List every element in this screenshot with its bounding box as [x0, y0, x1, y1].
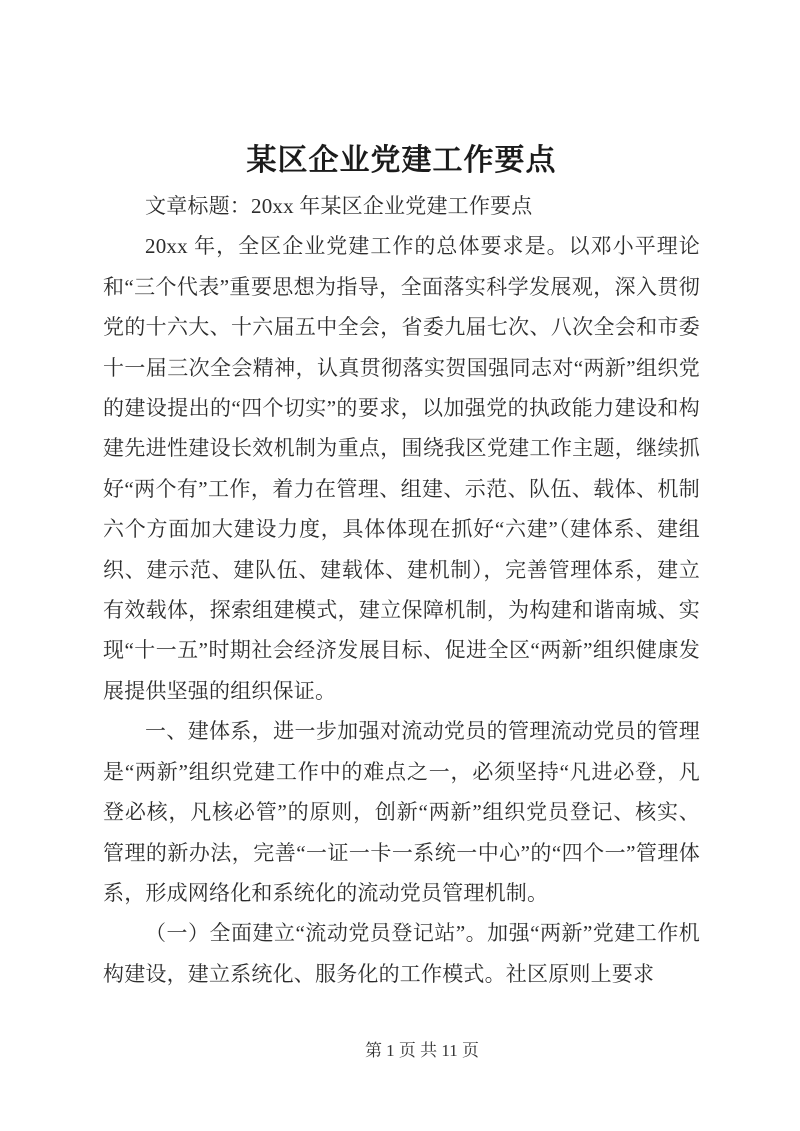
paragraph-section-1-1: （一）全面建立“流动党员登记站”。加强“两新”党建工作机构建设，建立系统化、服务化的工作模式。社区原则上要求	[103, 921, 700, 986]
document-title: 某区企业党建工作要点	[246, 144, 557, 177]
paragraph-doc-subtitle: 文章标题：20xx 年某区企业党建工作要点	[145, 194, 533, 218]
page-number-footer: 第 1 页 共 11 页	[364, 1041, 480, 1060]
document-content	[103, 136, 700, 994]
paragraph-overview: 20xx 年，全区企业党建工作的总体要求是。以邓小平理论和“三个代表”重要思想为指导，全面落实科学发展观，深入贯彻党的十六大、十六届五中全会，省委九届七次、八次全会和市委十一届三次全会精神，认真贯彻落实贺国强同志对“两新”组织党的建设提出的“四个切实”的要求，以加强党的执政能力建设和构建先进性建设长效机制为重点，围绕我区党建工作主题，继续抓好“两个有”工作，着力在管理、组建、示范、队伍、载体、机制六个方面加大建设力度，具体体现在抓好“六建”（建体系、建组织、建示范、建队伍、建载体、建机制），完善管理体系，建立有效载体，探索组建模式，建立保障机制，为构建和谐南城、实现“十一五”时期社会经济发展目标、促进全区“两新”组织健康发展提供坚强的组织保证。	[103, 234, 700, 703]
paragraph-section-1: 一、建体系，进一步加强对流动党员的管理流动党员的管理是“两新”组织党建工作中的难点之一，必须坚持“凡进必登，凡登必核，凡核必管”的原则，创新“两新”组织党员登记、核实、管理的新办法，完善“一证一卡一系统一中心”的“四个一”管理体系，形成网络化和系统化的流动党员管理机制。	[103, 719, 700, 905]
